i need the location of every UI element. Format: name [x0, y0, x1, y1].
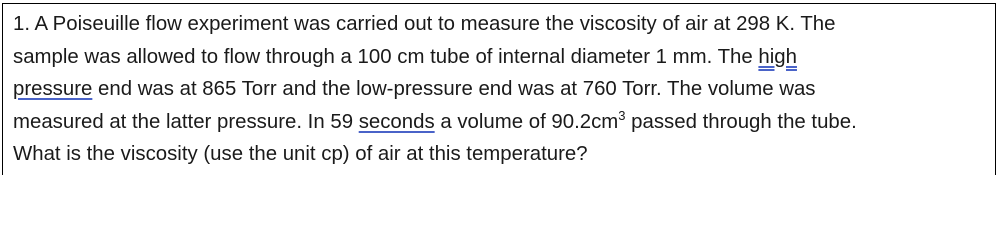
problem-line-2 [13, 41, 995, 74]
pressure-link[interactable]: pressure [13, 78, 93, 100]
problem-line-4-end: passed through the tube. [625, 110, 857, 133]
problem-line-1-text: 1. A Poiseuille flow experiment was carried out to measure the viscosity of air at 298 K. The [13, 13, 836, 35]
problem-text [13, 8, 995, 171]
problem-line-4-volume: a volume of 90.2cm [434, 110, 619, 133]
problem-line-4 [13, 106, 995, 139]
problem-line-2-text: sample was allowed to flow through a 100 cm tube of internal diameter 1 mm. The [13, 45, 759, 68]
problem-line-4-text: measured at the latter pressure. In 59 [13, 110, 359, 133]
problem-line-1 [13, 8, 995, 41]
problem-line-3 [13, 73, 995, 106]
high-link[interactable]: high [758, 45, 797, 68]
problem-line-5 [13, 138, 995, 171]
problem-box [2, 3, 996, 175]
seconds-link[interactable]: seconds [358, 110, 435, 133]
cubed-superscript: 3 [618, 107, 626, 123]
problem-line-5-text: What is the viscosity (use the unit cp) of air at this temperature? [13, 143, 588, 165]
problem-line-3-text: end was at 865 Torr and the low-pressure end was at 760 Torr. The volume was [92, 78, 816, 100]
